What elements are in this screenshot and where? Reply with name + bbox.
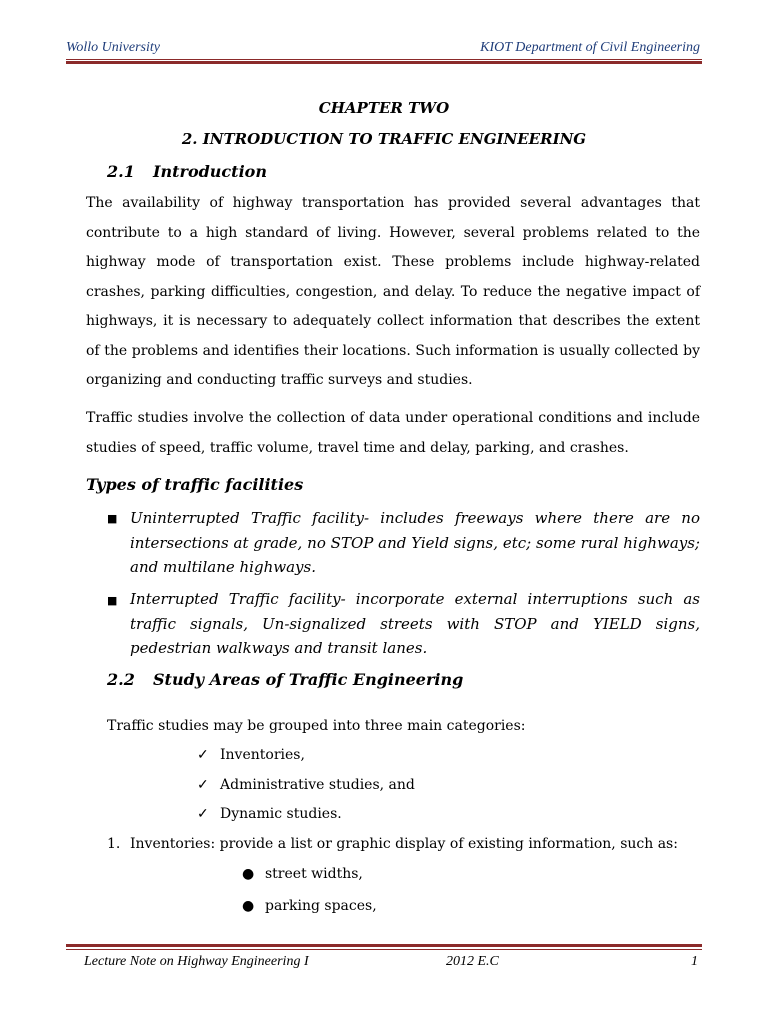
category-item: Dynamic studies.	[220, 806, 342, 822]
section-heading-2-2	[107, 670, 463, 689]
section-heading-2-1	[107, 162, 267, 181]
footer-year: 2012 E.C	[446, 954, 499, 969]
header-rule-thin	[66, 59, 702, 60]
categories-intro: Traffic studies may be grouped into three main categories:	[107, 718, 526, 734]
checkmark-icon: ✓	[197, 747, 209, 763]
facility-item-interrupted: Interrupted Traffic facility- incorporate external interruptions such as traffic signals, Un-signalized streets with STOP and YIELD signs, pedestrian walkways and transit lanes.	[130, 590, 700, 657]
footer-course: Lecture Note on Highway Engineering I	[84, 954, 309, 969]
footer-rule-thin	[66, 949, 702, 950]
page-number: 1	[691, 954, 698, 969]
intro-paragraph-2: Traffic studies involve the collection of data under operational conditions and include studies of speed, traffic volume, travel time and delay, parking, and crashes.	[86, 410, 700, 456]
numbered-item-number: 1.	[107, 836, 121, 852]
footer-rule-thick	[66, 944, 702, 947]
facility-item-uninterrupted: Uninterrupted Traffic facility- includes freeways where there are no intersections at grade, no STOP and Yield signs, etc; some rural highways; and multilane highways.	[130, 509, 700, 576]
running-header	[66, 40, 700, 56]
header-rule-thick	[66, 61, 702, 64]
section-title: Introduction	[153, 162, 267, 181]
bullet-dot-icon: ●	[242, 866, 255, 882]
section-title: Study Areas of Traffic Engineering	[153, 670, 464, 689]
section-number: 2.1	[107, 162, 135, 181]
inventories-description: Inventories: provide a list or graphic display of existing information, such as:	[130, 836, 678, 852]
header-institution: Wollo University	[66, 40, 160, 55]
inventory-item: parking spaces,	[265, 898, 377, 914]
header-department: KIOT Department of Civil Engineering	[480, 40, 700, 55]
bullet-square-icon: ■	[107, 512, 118, 525]
category-item: Inventories,	[220, 747, 305, 763]
inventory-item: street widths,	[265, 866, 363, 882]
checkmark-icon: ✓	[197, 806, 209, 822]
category-item: Administrative studies, and	[220, 777, 415, 793]
intro-paragraph-1: The availability of highway transportation has provided several advantages that contribute to a high standard of living. However, several problems related to the highway mode of transportation exist. These problems include highway-related crashes, parking difficulties, congestion, and delay. To reduce the negative impact of highways, it is necessary to adequately collect information that describes the extent of the problems and identifies their locations. Such information is usually collected by organizing and conducting traffic surveys and studies.	[86, 195, 700, 388]
facilities-heading: Types of traffic facilities	[86, 475, 304, 494]
bullet-square-icon: ■	[107, 594, 118, 607]
section-number: 2.2	[107, 670, 135, 689]
chapter-title: 2. INTRODUCTION TO TRAFFIC ENGINEERING	[181, 130, 587, 148]
chapter-label: CHAPTER TWO	[318, 99, 450, 117]
checkmark-icon: ✓	[197, 777, 209, 793]
bullet-dot-icon: ●	[242, 898, 255, 914]
